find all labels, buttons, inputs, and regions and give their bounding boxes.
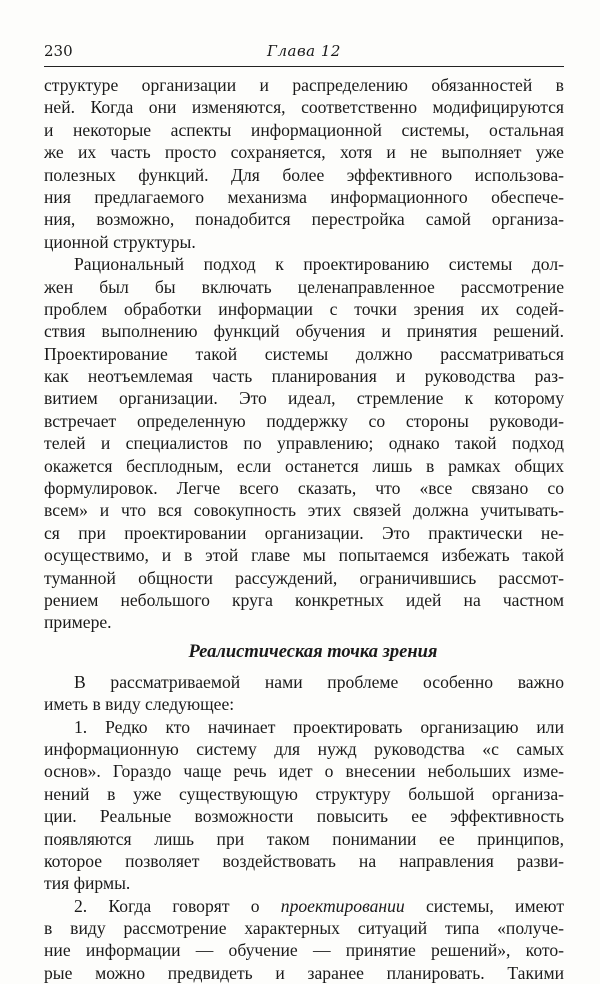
text-line: структуре организации и распределению обязанностей в [44,75,564,95]
text-line: ние информации — обучение — принятие решений», кото- [44,940,564,961]
text-line: ния, возможно, понадобится перестройка самой организа- [44,209,564,230]
text-line: нений в уже существующую структуру большой организа- [44,783,564,804]
text-line: ствия выполнению функций обучения и принятия решений. [44,321,564,342]
text-line: в виду рассмотрение характерных ситуаций типа «получе- [44,918,564,939]
text-line: ния предлагаемого механизма информационного обеспече- [44,186,564,207]
text-line: окажется бесплодным, если останется лишь в рамках общих [44,455,564,476]
italic-term: проектировании [280,895,405,916]
page-header [44,40,564,67]
paragraph-2 [44,253,564,634]
text-line: рением небольшого круга конкретных идей на частном [44,589,564,610]
text-line: которое позволяет воздействовать на направления разви- [44,850,564,871]
paragraph-1 [44,74,564,253]
text-line: Рациональный подход к проектированию системы дол- [74,254,564,275]
text-line: иметь в виду следующее: [44,694,235,715]
text-line: туманной общности рассуждений, ограничившись рассмот- [44,567,564,588]
text-run: системы, имеют [404,895,565,916]
text-line: всем» и что вся совокупность этих связей должна учитывать- [44,500,564,521]
text-line: примере. [44,612,112,633]
text-line: основ». Гораздо чаще речь идет о внесении небольших изме- [44,761,564,782]
text-line: Проектирование такой системы должно рассматриваться [44,343,564,364]
text-line: появляются лишь при таком понимании ее принципов, [44,828,564,849]
paragraph-3 [44,671,564,716]
page-number: 230 [44,42,73,60]
section-heading: Реалистическая точка зрения [188,641,438,662]
text-line: проблем обработки информации с точки зрения их содей- [44,298,564,319]
paragraph-4 [44,716,564,895]
body-text [44,74,564,984]
text-line: ней. Когда они изменяются, соответственно модифицируются [44,97,564,118]
text-line: ционной структуры. [44,231,196,252]
text-line: осуществимо, и в этой главе мы попытаемся избежать такой [44,545,564,566]
text-line: встречает определенную поддержку со стороны руководи- [44,410,564,431]
text-line: и некоторые аспекты информационной системы, остальная [44,119,564,140]
text-run: 2. Когда говорят о [74,895,281,916]
paragraph-5 [44,895,564,984]
text-line: телей и специалистов по управлению; однако такой подход [44,433,564,454]
text-line: жен был бы включать целенаправленное рассмотрение [44,276,564,297]
text-line: В рассматриваемой нами проблеме особенно важно [74,671,564,692]
text-line: же их часть просто сохраняется, хотя и не выполняет уже [44,142,564,163]
text-line: тия фирмы. [44,873,131,894]
text-line [44,895,564,917]
text-line: полезных функций. Для более эффективного использова- [44,164,564,185]
text-line: рые можно предвидеть и заранее планировать. Такими [44,962,564,983]
text-line: как неотъемлемая часть планирования и руководства раз- [44,366,564,387]
text-line: ся при проектировании организации. Это практически не- [44,522,564,543]
text-line: ции. Реальные возможности повысить ее эффективность [44,806,564,827]
text-line: 1. Редко кто начинает проектировать организацию или [74,716,564,737]
text-line: витием организации. Это идеал, стремление к которому [44,388,564,409]
text-line: формулировок. Легче всего сказать, что «все связано со [44,478,564,499]
text-line: информационную систему для нужд руководства «с самых [44,738,564,759]
running-head: Глава 12 [267,42,341,60]
